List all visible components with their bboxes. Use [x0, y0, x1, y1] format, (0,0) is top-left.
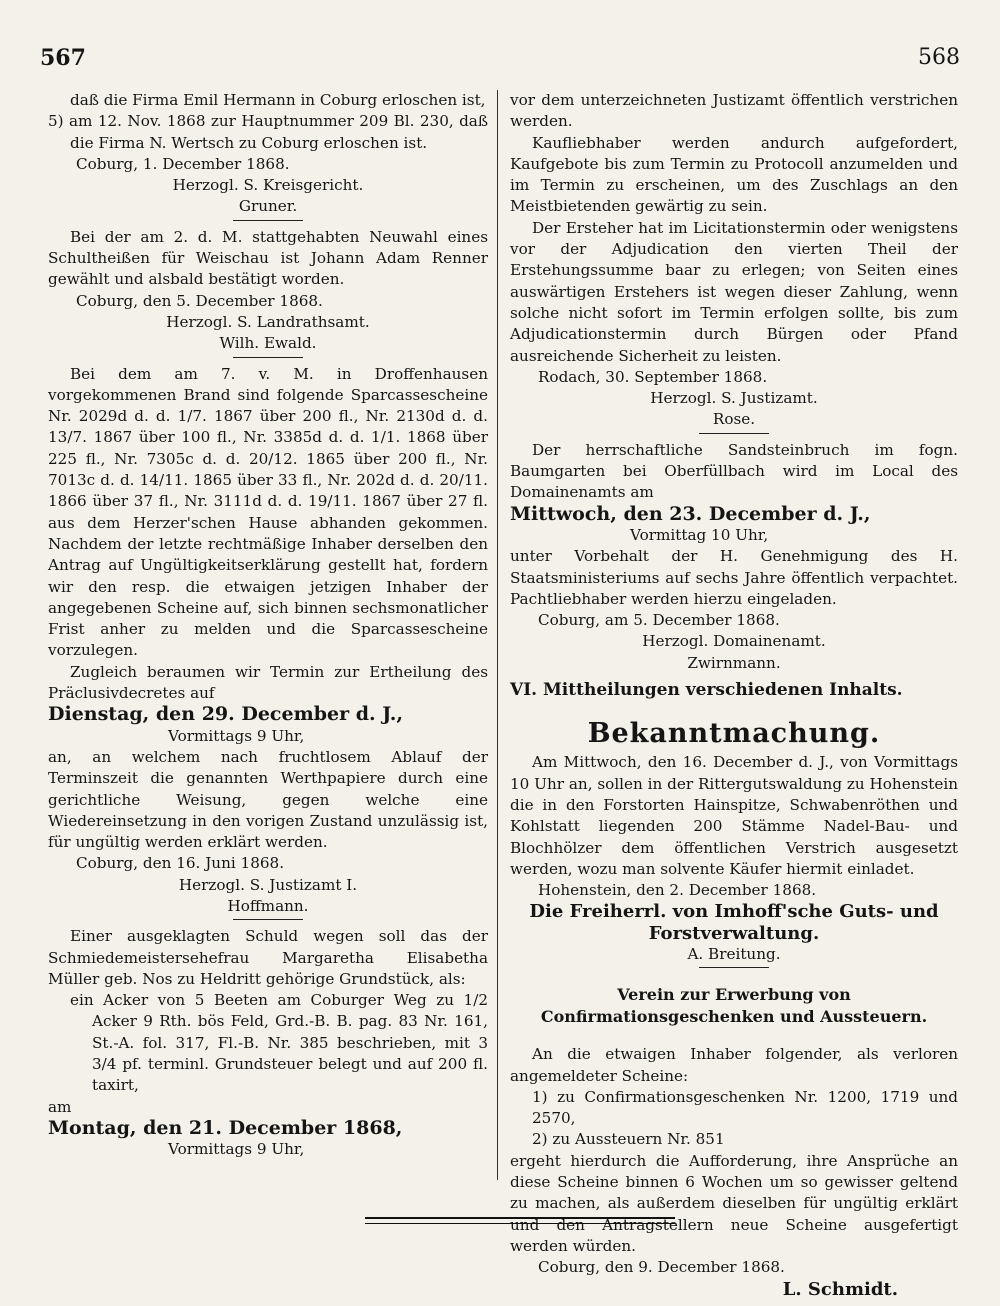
lease-date: Mittwoch, den 23. December d. J.,: [510, 502, 871, 525]
place-date: Coburg, den 16. Juni 1868.: [76, 854, 285, 873]
notice-text: Der herrschaftliche Sandsteinbruch im fogn. Baumgarten bei Oberfüllbach wird im Local des Domainenamts am: [510, 440, 958, 502]
left-column: [48, 90, 488, 1167]
list-item: [48, 111, 488, 154]
authority: Herzogl. S. Kreisgericht.: [172, 176, 364, 195]
notice-savings-certificates: [48, 364, 488, 921]
page-number-left: 567: [40, 45, 86, 71]
item-text: am 12. Nov. 1868 zur Hauptnummer 209 Bl. 230, daß die Firma N. Wertsch zu Coburg erloschen ist.: [69, 112, 488, 152]
column-divider: [497, 90, 498, 1180]
separator: [233, 220, 303, 221]
hearing-time: Vormittags 9 Uhr,: [168, 726, 305, 745]
authority: Herzogl. S. Landrathsamt.: [166, 312, 370, 331]
notice-text: Bei der am 2. d. M. stattgehabten Neuwahl eines Schultheißen für Weischau ist Johann Adam Renner gewählt und alsbald bestätigt worden.: [48, 227, 488, 289]
notice-text-2: unter Vorbehalt der H. Genehmigung des H. Staatsministeriums auf sechs Jahre öffentlich verpachtet. Pachtliebhaber werden hierzu eingeladen.: [510, 547, 958, 608]
signatory: L. Schmidt.: [782, 1278, 898, 1300]
list-item-1: 1) zu Confirmationsgeschenken Nr. 1200, 1719 und 2570,: [532, 1087, 958, 1128]
notice-text-3: Der Ersteher hat im Licitationstermin oder wenigstens vor der Adjudication den vierten Theil der Erstehungssumme baar zu erlegen; von Seiten eines auswärtigen Erstehers ist wegen dieser Zahlung, wenn solche nicht sofort im Termin erfolgen sollte, bis zum Adjudicationstermin durch Bürgen oder Pfand ausreichende Sicherheit zu leisten.: [510, 218, 958, 365]
announcement-heading: Bekanntmachung.: [587, 718, 881, 750]
place-date: Coburg, den 9. December 1868.: [538, 1258, 785, 1277]
notice-text-2: ergeht hierdurch die Aufforderung, ihre Ansprüche an diese Scheine binnen 6 Wochen um so gewisser geltend zu machen, als außerdem dieselben für ungültig erklärt und den Antragstellern neue Scheine ausgefertigt werden würden.: [510, 1151, 958, 1255]
signatory: Rose.: [712, 410, 756, 429]
property-description: ein Acker von 5 Beeten am Coburger Weg zu 1/2 Acker 9 Rth. bös Feld, Grd.-B. B. pag. 83 Nr. 161, St.-A. fol. 317, Fl.-B. Nr. 385 beschrieben, mit 3 3/4 pf. terminl. Grundsteuer belegt und auf 200 fl. taxirt,: [70, 991, 488, 1095]
separator: [699, 967, 769, 968]
place-date: Coburg, 1. December 1868.: [76, 154, 290, 173]
section-heading: VI. Mittheilungen verschiedenen Inhalts.: [510, 680, 903, 701]
notice-text-2: Kaufliebhaber werden andurch aufgefordert, Kaufgebote bis zum Termin zu Protocoll anzumelden und im Termin zu erscheinen, um des Zuschlags an den Meistbietenden gewärtig zu sein.: [510, 133, 958, 216]
authority: Herzogl. S. Justizamt.: [650, 389, 818, 408]
hearing-date: Dienstag, den 29. December d. J.,: [48, 703, 403, 726]
notice-firm-deletion: [48, 90, 488, 221]
notice-text: An die etwaigen Inhaber folgender, als verloren angemeldeter Scheine:: [510, 1045, 958, 1085]
auction-date: Montag, den 21. December 1868,: [48, 1116, 403, 1139]
am-label: am: [48, 1097, 72, 1116]
separator: [233, 357, 303, 358]
page-end-rule: [365, 1217, 675, 1224]
page-number-right: 568: [918, 45, 960, 70]
list-item-2: 2) zu Aussteuern Nr. 851: [532, 1130, 725, 1149]
association-heading: Verein zur Erwerbung von Confirmationsgeschenken und Aussteuern.: [540, 985, 928, 1027]
notice-text: Einer ausgeklagten Schuld wegen soll das der Schmiedemeistersehefrau Margaretha Elisabetha Müller geb. Nos zu Heldritt gehörige Grundstück, als:: [48, 927, 488, 988]
authority: Herzogl. Domainenamt.: [642, 632, 826, 651]
auction-time: Vormittags 9 Uhr,: [168, 1140, 305, 1159]
notice-timber-sale: [510, 752, 958, 968]
item-number: 5): [48, 112, 64, 131]
signatory: Hoffmann.: [227, 896, 309, 915]
right-column: [510, 90, 958, 1306]
notice-text-2: Zugleich beraumen wir Termin zur Ertheilung des Präclusivdecretes auf: [48, 662, 488, 703]
notice-text-3: an, an welchem nach fruchtlosem Ablauf der Terminszeit die genannten Werthpapiere durch eine gerichtliche Weisung, gegen welche eine Wiedereinsetzung in den vorigen Zustand unzulässig ist, für ungültig werden erklärt werden.: [48, 747, 488, 852]
place-date: Coburg, am 5. December 1868.: [538, 611, 780, 630]
notice-election: [48, 227, 488, 358]
place-date: Hohenstein, den 2. December 1868.: [538, 881, 817, 900]
notice-auction-continued: [510, 90, 958, 434]
authority: Herzogl. S. Justizamt I.: [178, 875, 358, 894]
signatory: Gruner.: [238, 197, 298, 216]
notice-text: daß die Firma Emil Hermann in Coburg erloschen ist,: [70, 91, 486, 109]
lease-time: Vormittag 10 Uhr,: [630, 525, 769, 544]
place-date: Coburg, den 5. December 1868.: [76, 291, 323, 310]
separator: [699, 433, 769, 434]
authority: Die Freiherrl. von Imhoff'sche Guts- und Forstverwaltung.: [529, 901, 939, 944]
notice-lost-certificates: [510, 1044, 958, 1300]
signatory: Zwirnmann.: [687, 653, 781, 672]
signatory: Wilh. Ewald.: [219, 334, 317, 353]
place-date: Rodach, 30. September 1868.: [538, 367, 768, 386]
notice-property-auction: [48, 926, 488, 1160]
notice-text: vor dem unterzeichneten Justizamt öffentlich verstrichen werden.: [510, 91, 958, 131]
notice-quarry-lease: [510, 440, 958, 674]
signatory: A. Breitung.: [687, 944, 781, 963]
notice-text: Am Mittwoch, den 16. December d. J., von Vormittags 10 Uhr an, sollen in der Rittergutswaldung zu Hohenstein die in den Forstorten Hainspitze, Schwabenröthen und Kohlstatt liegenden 200 Stämme Nadel-Bau- und Blochhölzer dem öffentlichen Verstrich ausgesetzt werden, wozu man solvente Käufer hiermit einladet.: [510, 753, 958, 878]
separator: [233, 919, 303, 920]
notice-text: Bei dem am 7. v. M. in Droffenhausen vorgekommenen Brand sind folgende Sparcassescheine Nr. 2029d d. d. 1/7. 1867 über 200 fl., Nr. 2130d d. d. 13/7. 1867 über 100 fl., Nr. 3385d d. d. 1/1. 1868 über 225 fl., Nr. 7305c d. d. 20/12. 1865 über 200 fl., Nr. 7013c d. d. 14/11. 1865 über 33 fl., Nr. 202d d. d. 20/11. 1866 über 37 fl., Nr. 3111d d. d. 19/11. 1867 über 27 fl. aus dem Herzer'schen Hause abhanden gekommen. Nachdem der letzte rechtmäßige Inhaber derselben den Antrag auf Ungültigkeitserklärung gestellt hat, fordern wir den resp. die etwaigen jetzigen Inhaber der angegebenen Scheine auf, sich binnen sechsmonatlicher Frist anher zu melden und die Sparcassescheine vorzulegen.: [48, 364, 488, 660]
